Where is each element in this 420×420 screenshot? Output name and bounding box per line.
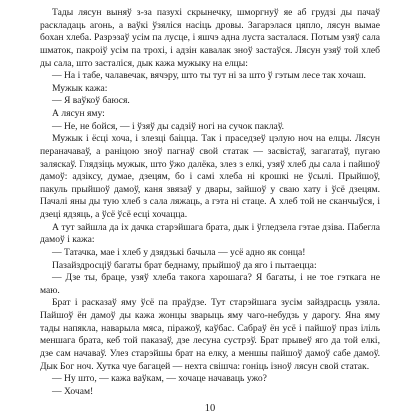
paragraph: — На і табе, чалавечак, вячэру, што ты тут ні за што ў гэтым лесе так хочаш. — [52, 70, 366, 82]
text-block — [40, 7, 380, 398]
paragraph: Мужык і ёсці хоча, і злезці баіцца. Так і праседзеў цэлую ноч на елцы. Лясун пераначаваў, а раніцою зноў пагнаў свой статак — засвістаў, загагатаў, пугаю заляскаў. Глядзіць мужык, што ўжо далёка, злез з елкі, узяў хлеб ды сала і пайшоў дамоў: адзіксу, думае, дзецям, бо і самі хлеба ні крошкі не ўсылі. Прыйшоў, пакуль прыйшоў дамоў, каня звязаў у двары, зайшоў у сваю хату і ўсё дзецям. Пачалі яны ды тую хлеб з сала ляжаць, а гэта ні стаце. А хлеб той не сканчыўся, і дзеці ядзяць, а ўсё ўсё есці хочацца. — [40, 133, 380, 220]
paragraph: — Ну што, — кажа ваўкам, — хочаце начаваць ужо? — [52, 373, 267, 385]
page-number: 10 — [204, 403, 216, 414]
paragraph: Брат і расказаў яму ўсё па праўдзе. Тут старэйшага зусім зайздрасць узяла. Пайшоў ён дамоў ды кажа жонцы зварыць яму чаго-небудзь у дарогу. Яна яму тады напякла, наварыла мяса, піражоў, каўбас. Сабраў ён усё і пайшоў праз іліль меншага брата, кеб той паказаў, дзе лесуна сустрэў. Брат прывеў яго да той елкі, дзе сам начаваў. Улез старэйшы брат на елку, а меншы пайшоў дамоў сабе дамоў. Дык Бог ноч. Хутка чуе багацей — нехта свішча: гоніць ізноў лясун свой статак. — [40, 297, 380, 372]
paragraph: — Не, не бойся, — і ўзяў ды садзіў ногі на сучок паклаў. — [52, 120, 284, 132]
paragraph: Мужык кажа: — [52, 82, 108, 94]
paragraph: Тады лясун выняў з-за пазухі скрынечку, шморгнуў яе аб грудзі ды пачаў раскладаць агонь, а ваўкі ўзяліся насіць дровы. Загарэлася цяпло, лясун вымае бохан хлеба. Разрэзаў усім па лусце, і яшчэ адна луста засталася. Потым узяў сала шматок, пакроіў усім па трохі, і адзін кавалак зноў застаўся. Лясун узяў той хлеб ды сала, што засталіся, дык кажа мужыку на елцы: — [40, 7, 380, 69]
paragraph: — Хочам! — [52, 385, 94, 397]
paragraph: А тут зайшла да іх дачка старэйшага брата, дык і ўгледзела гэтае дзіва. Пабегла дамоў і кажа: — [40, 221, 380, 246]
paragraph: — Дзе ты, браце, узяў хлеба такога харошага? Я багаты, і не тое гэткага не маю. — [40, 272, 380, 296]
paragraph: Пазайздросціў багаты брат беднаму, прыйшоў да яго і пытаецца: — [52, 259, 317, 271]
paragraph: А лясун яму: — [52, 108, 105, 119]
paragraph: — Татачка, мае і хлеб у дзядзькі бачыла — усё адно як сонца! — [52, 246, 306, 258]
paragraph: — Я ваўкоў баюся. — [52, 95, 130, 107]
